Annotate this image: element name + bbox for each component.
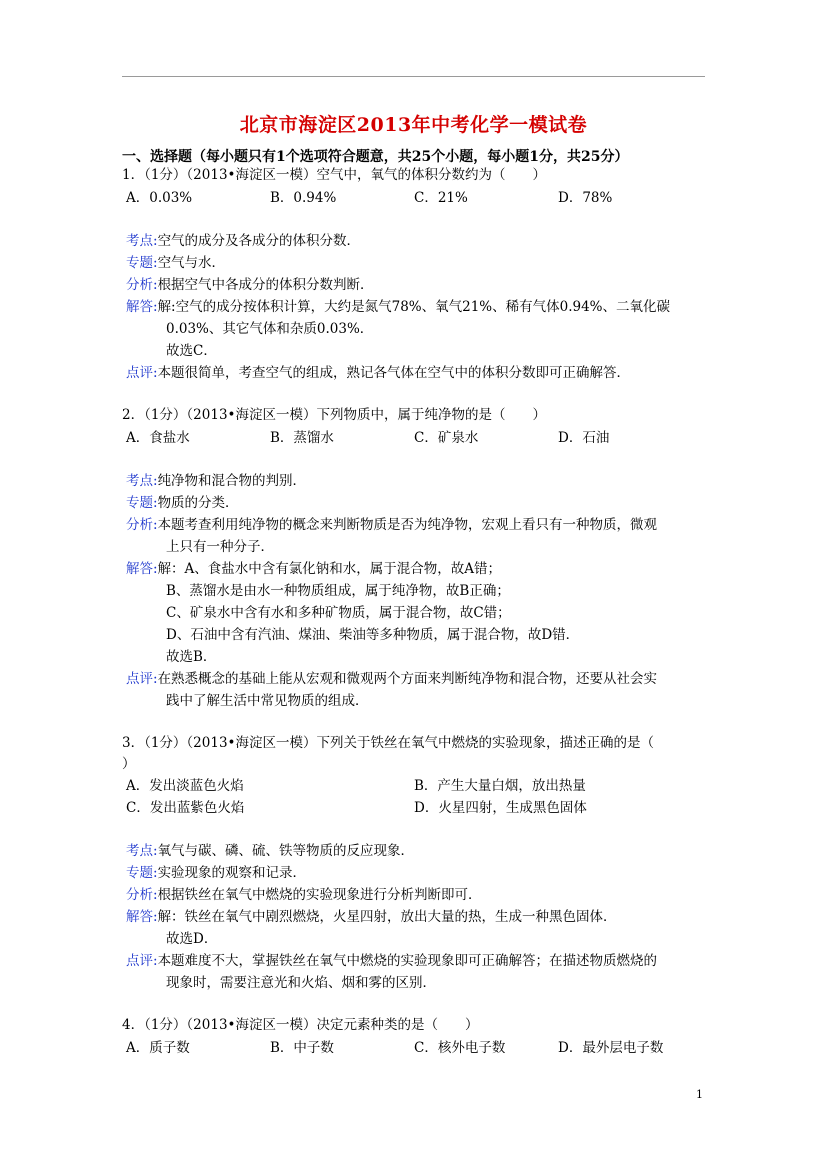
question-1-option-d: D．78% [558,190,613,206]
kaodian-text: 氧气与碳、磷、硫、铁等物质的反应现象． [157,843,415,859]
jieda-label: 解答: [126,909,158,925]
question-2-stem: 2．（1分）（2013•海淀区一模）下列物质中，属于纯净物的是（ ） [122,407,546,423]
question-3-option-a: A．发出淡蓝色火焰 [126,778,244,794]
kaodian-text: 纯净物和混合物的判别． [157,473,307,489]
q1-jieda [126,298,670,316]
question-4-option-a: A．质子数 [126,1040,190,1056]
question-2-option-c: C．矿泉水 [414,430,479,446]
q3-jieda-line-2: 故选D． [166,931,218,947]
question-3-stem-cont: ） [122,756,136,772]
question-4-option-b: B．中子数 [270,1040,334,1056]
q2-jieda-line-2: B、蒸馏水是由水一种物质组成，属于纯净物，故B正确； [166,583,510,599]
zhuanti-label: 专题: [126,865,158,881]
q2-fenxi [126,516,657,534]
question-3-option-c: C．发出蓝紫色火焰 [126,800,245,816]
q1-jieda-line-2: 0.03%、其它气体和杂质0.03%． [166,321,374,337]
q2-zhuanti [126,494,239,512]
q2-fenxi-line-2: 上只有一种分子． [166,539,274,555]
question-2-option-d: D．石油 [558,430,610,446]
page-title: 北京市海淀区2013年中考化学一模试卷 [239,114,588,136]
q3-fenxi [126,886,482,904]
dianping-label: 点评: [126,671,158,687]
q3-kaodian [126,842,414,860]
q3-zhuanti [126,864,306,882]
fenxi-text: 根据铁丝在氧气中燃烧的实验现象进行分析判断即可． [157,887,482,903]
q2-dianping [126,670,657,688]
fenxi-label: 分析: [126,517,158,533]
header-rule [122,76,705,77]
dianping-label: 点评: [126,953,158,969]
question-1-stem: 1．（1分）（2013•海淀区一模）空气中，氧气的体积分数约为（ ） [122,167,546,183]
question-4-option-d: D．最外层电子数 [558,1040,664,1056]
dianping-text: 在熟悉概念的基础上能从宏观和微观两个方面来判断纯净物和混合物，还要从社会实 [157,671,658,687]
q1-jieda-line-3: 故选C． [166,343,217,359]
q2-jieda-line-5: 故选B． [166,649,217,665]
jieda-label: 解答: [126,299,158,315]
zhuanti-text: 实验现象的观察和记录． [157,865,307,881]
q2-jieda-line-3: C、矿泉水中含有水和多种矿物质，属于混合物，故C错； [166,605,511,621]
q3-dianping [126,952,657,970]
question-1-option-b: B．0.94% [270,190,337,206]
kaodian-label: 考点: [126,843,158,859]
question-2-option-a: A．食盐水 [126,430,190,446]
question-3-option-d: D．火星四射，生成黑色固体 [414,800,587,816]
section-heading: 一、选择题（每小题只有1个选项符合题意，共25个小题，每小题1分，共25分） [122,149,629,165]
jieda-text: 解：A、食盐水中含有氯化钠和水，属于混合物，故A错； [157,561,502,577]
question-3-stem: 3．（1分）（2013•海淀区一模）下列关于铁丝在氧气中燃烧的实验现象，描述正确的是（ [122,735,654,751]
jieda-text: 解:空气的成分按体积计算，大约是氮气78%、氧气21%、稀有气体0.94%、二氧化碳 [157,299,671,315]
kaodian-label: 考点: [126,233,158,249]
question-1-option-c: C．21% [414,190,468,206]
zhuanti-text: 物质的分类． [157,495,239,511]
question-4-option-c: C．核外电子数 [414,1040,506,1056]
fenxi-text: 根据空气中各成分的体积分数判断． [157,277,374,293]
zhuanti-label: 专题: [126,495,158,511]
q1-fenxi [126,276,374,294]
q1-kaodian [126,232,360,250]
q2-dianping-line-2: 践中了解生活中常见物质的组成． [166,693,369,709]
q2-jieda-line-4: D、石油中含有汽油、煤油、柴油等多种物质，属于混合物，故D错． [166,627,580,643]
question-1-option-a: A．0.03% [126,190,193,206]
q3-dianping-line-2: 现象时，需要注意光和火焰、烟和雾的区别． [166,975,436,991]
jieda-text: 解：铁丝在氧气中剧烈燃烧，火星四射，放出大量的热，生成一种黑色固体． [157,909,617,925]
question-3-option-b: B．产生大量白烟，放出热量 [414,778,586,794]
fenxi-label: 分析: [126,277,158,293]
q2-jieda [126,560,501,578]
dianping-text: 本题难度不大，掌握铁丝在氧气中燃烧的实验现象即可正确解答；在描述物质燃烧的 [157,953,658,969]
zhuanti-text: 空气与水． [157,255,226,271]
page-number: 1 [696,1088,703,1101]
fenxi-label: 分析: [126,887,158,903]
jieda-label: 解答: [126,561,158,577]
dianping-text: 本题很简单，考查空气的组成，熟记各气体在空气中的体积分数即可正确解答． [157,365,631,381]
kaodian-text: 空气的成分及各成分的体积分数． [157,233,361,249]
q1-zhuanti [126,254,225,272]
fenxi-text: 本题考查利用纯净物的概念来判断物质是否为纯净物，宏观上看只有一种物质，微观 [157,517,658,533]
q2-kaodian [126,472,306,490]
q3-jieda [126,908,617,926]
zhuanti-label: 专题: [126,255,158,271]
kaodian-label: 考点: [126,473,158,489]
question-2-option-b: B．蒸馏水 [270,430,334,446]
dianping-label: 点评: [126,365,158,381]
q1-dianping [126,364,630,382]
question-4-stem: 4．（1分）（2013•海淀区一模）决定元素种类的是（ ） [122,1017,479,1033]
